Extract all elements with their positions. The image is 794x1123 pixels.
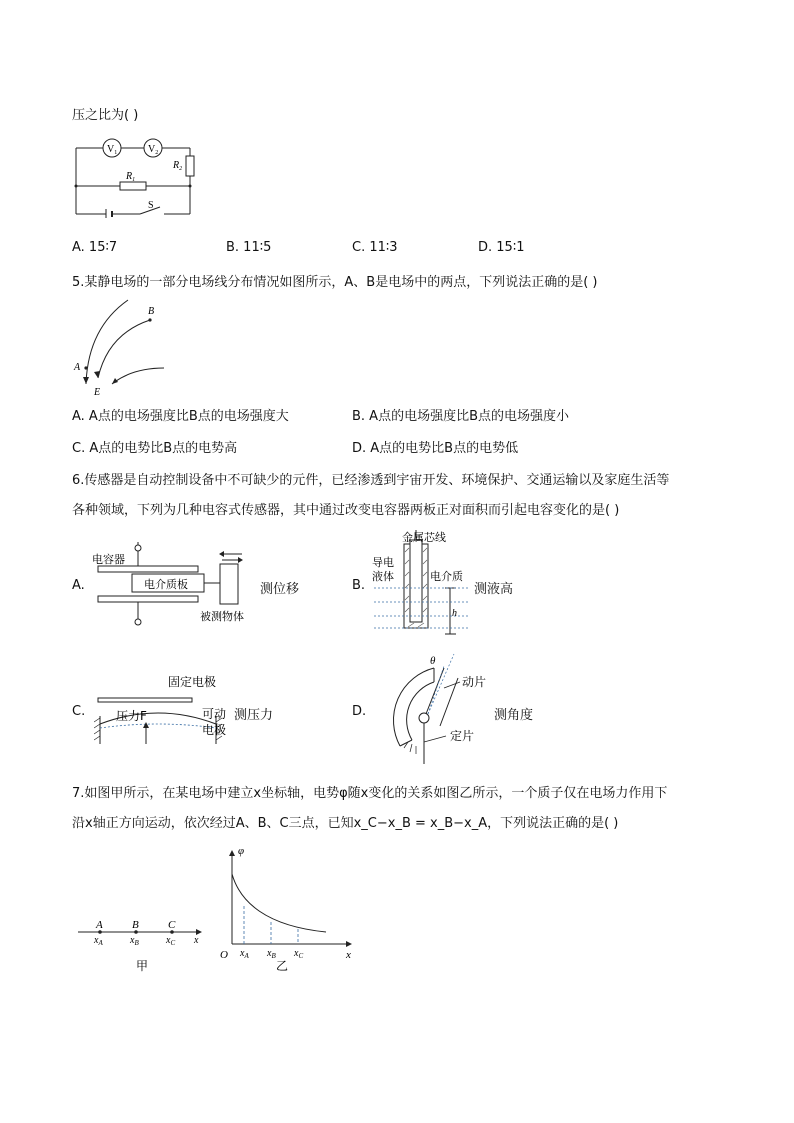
svg-text:V1: $V_1$: [107, 144, 118, 156]
svg-text:液体: 液体: [372, 570, 394, 583]
q4-option-b: B. 11∶5: [226, 240, 272, 255]
svg-text:h: h: [452, 608, 457, 619]
svg-text:O: O: [220, 949, 228, 961]
q6-option-b-caption: 测液高: [474, 582, 514, 597]
svg-text:导电: 导电: [372, 556, 394, 569]
q4-stem-tail: 压之比为( ): [72, 108, 139, 123]
svg-text:可动: 可动: [202, 707, 227, 721]
q7-stem-line2: 沿x轴正方向运动，依次经过A、B、C三点，已知x_C−x_B = x_B−x_A，下列说法正确的是( ): [72, 816, 619, 831]
svg-text:甲: 甲: [136, 959, 149, 973]
q6-option-b-letter: B.: [352, 578, 366, 593]
svg-text:xB: $x_B$: [267, 948, 276, 960]
svg-text:电介质: 电介质: [430, 570, 463, 583]
q7-figure-jia: [76, 910, 216, 974]
svg-text:R2: $R_2$: [173, 160, 183, 172]
q6-option-b-figure: [368, 530, 473, 638]
q6-option-a-figure: [92, 540, 262, 632]
svg-text:电极: 电极: [202, 723, 227, 737]
svg-text:φ: φ: [238, 845, 245, 857]
q6-option-d-caption: 测角度: [494, 708, 534, 723]
q5-option-a: A. A点的电场强度比B点的电场强度大: [72, 409, 289, 424]
svg-text:A: A: [96, 919, 103, 931]
q7-figure-yi: [218, 840, 363, 980]
svg-text:xC: $x_C$: [166, 935, 176, 947]
svg-text:B: B: [148, 306, 155, 317]
q6-option-a-letter: A.: [72, 578, 85, 593]
svg-text:xA: $x_A$: [240, 948, 249, 960]
svg-text:xB: $x_B$: [130, 935, 139, 947]
q6-option-d-letter: D.: [352, 704, 367, 719]
svg-text:定片: 定片: [450, 729, 475, 743]
q6-stem-line2: 各种领域，下列为几种电容式传感器，其中通过改变电容器两板正对面积而引起电容变化的是( ): [72, 503, 620, 518]
svg-text:电容器: 电容器: [92, 553, 125, 566]
svg-text:S: S: [148, 200, 154, 211]
svg-text:B: B: [132, 919, 139, 931]
q6-stem-line1: 6.传感器是自动控制设备中不可缺少的元件，已经渗透到宇宙开发、环境保护、交通运输以及家庭生活等: [72, 473, 670, 488]
svg-text:金属芯线: 金属芯线: [402, 531, 446, 544]
q5-option-b: B. A点的电场强度比B点的电场强度小: [352, 409, 569, 424]
q6-option-c-figure: [94, 672, 234, 748]
svg-text:动片: 动片: [462, 675, 487, 689]
q6-option-d-figure: [368, 648, 488, 766]
q5-field-lines-figure: [70, 298, 180, 398]
svg-text:xC: $x_C$: [294, 948, 304, 960]
svg-text:R1: $R_1$: [126, 171, 136, 183]
svg-text:压力F: 压力F: [116, 709, 147, 723]
svg-text:被测物体: 被测物体: [200, 610, 244, 623]
svg-text:C: C: [168, 919, 176, 931]
q5-option-c: C. A点的电势比B点的电势高: [72, 441, 238, 456]
svg-text:V2: $V_2$: [148, 144, 159, 156]
q4-option-a: A. 15∶7: [72, 240, 118, 255]
svg-text:x: x: [346, 949, 351, 961]
svg-text:固定电极: 固定电极: [168, 675, 217, 689]
q5-stem: 5.某静电场的一部分电场线分布情况如图所示，A、B是电场中的两点，下列说法正确的是( ): [72, 275, 598, 290]
q4-option-d: D. 15∶1: [478, 240, 525, 255]
q6-option-c-letter: C.: [72, 704, 86, 719]
q4-option-c: C. 11∶3: [352, 240, 398, 255]
q6-option-a-caption: 测位移: [260, 582, 300, 597]
q6-option-c-caption: 测压力: [234, 708, 274, 723]
q4-circuit-figure: [70, 134, 200, 218]
svg-text:A: A: [74, 362, 81, 373]
svg-text:E: E: [94, 387, 101, 398]
q5-option-d: D. A点的电势比B点的电势低: [352, 441, 519, 456]
svg-text:x: x: [194, 935, 199, 946]
q7-stem-line1: 7.如图甲所示，在某电场中建立x坐标轴，电势φ随x变化的关系如图乙所示，一个质子仅在电场力作用下: [72, 786, 668, 801]
svg-text:电介质板: 电介质板: [144, 578, 188, 591]
svg-text:xA: $x_A$: [94, 935, 103, 947]
svg-text:θ: θ: [430, 655, 436, 667]
svg-text:乙: 乙: [276, 959, 289, 973]
